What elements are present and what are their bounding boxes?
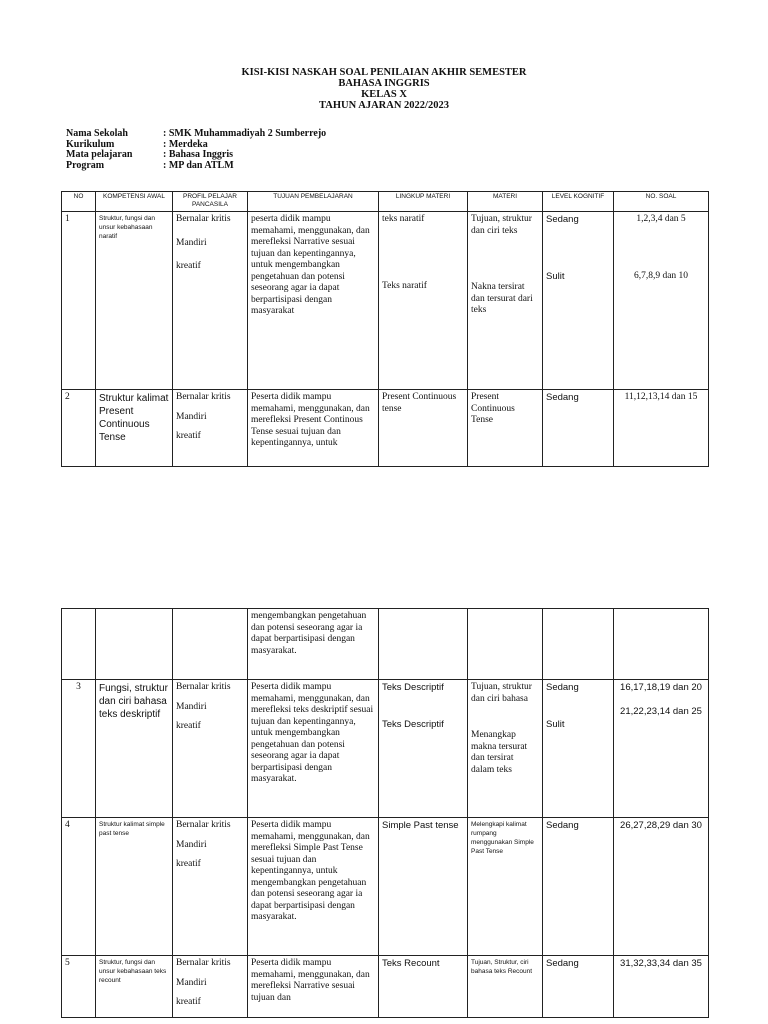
materi-text: Present Continuous Tense: [471, 392, 515, 425]
profil-item: Bernalar kritis: [176, 820, 231, 830]
cell-no: [62, 956, 96, 1018]
cell-profil: [173, 680, 248, 818]
doc-class: KELAS X: [361, 89, 407, 100]
profil-item: Mandiri: [176, 411, 207, 422]
nosoal-text: 6,7,8,9 dan 10: [633, 270, 689, 281]
lingkup-text: Present Continuous tense: [382, 392, 457, 414]
cell-level: [543, 818, 614, 956]
profil-item: Mandiri: [176, 839, 207, 850]
cell-nosoal: [614, 680, 709, 818]
meta-row-subject: [66, 150, 326, 161]
cell-kompetensi: [96, 212, 173, 390]
materi-text: Nakna tersirat dan tersurat dari teks: [471, 282, 533, 315]
lingkup-text: Teks Descriptif: [382, 718, 444, 730]
cell-nosoal: [614, 390, 709, 467]
tujuan-text: Peserta didik mampu memahami, menggunakan, dan merefleksi Simple Past Tense sesuai tujuan dan kepentingannya, untuk mengembangkan pengetahuan dan potensi seseorang agar ia dapat berpartisipasi dengan masyarakat.: [251, 820, 370, 922]
col-header-profil: PROFIL PELAJAR PANCASILA: [173, 192, 248, 212]
meta-block: [66, 129, 326, 171]
level-text: Sedang: [546, 214, 579, 225]
profil-item: Bernalar kritis: [176, 214, 231, 224]
cell-kompetensi: [96, 609, 173, 680]
tujuan-text: Peserta didik mampu memahami, menggunakan, dan merefleksi teks deskriptif sesuai tujuan dan kepentingannya, untuk mengembangkan pengetahuan dan potensi seseorang agar ia dapat berpartisipasi dengan masyarakat.: [251, 682, 374, 784]
col-header-nosoal: NO. SOAL: [614, 192, 709, 212]
col-header-level: LEVEL KOGNITIF: [543, 192, 614, 212]
nosoal-text: 31,32,33,34 dan 35: [620, 958, 702, 969]
meta-label: Kurikulum: [66, 138, 115, 150]
cell-level: [543, 609, 614, 680]
meta-row-school: [66, 129, 326, 140]
profil-item: Mandiri: [176, 977, 207, 988]
table-row: [62, 680, 709, 818]
meta-label: Nama Sekolah: [66, 128, 128, 139]
cell-tujuan: [248, 390, 379, 467]
level-text: Sulit: [546, 270, 565, 282]
lingkup-text: Teks Recount: [382, 958, 440, 969]
profil-item: kreatif: [176, 431, 201, 441]
cell-nosoal: [614, 609, 709, 680]
kisi-table-page1: [61, 191, 709, 467]
level-text: Sulit: [546, 718, 565, 730]
col-header-no: NO: [62, 192, 96, 212]
cell-lingkup: [379, 212, 468, 390]
cell-no: [62, 680, 96, 818]
cell-level: [543, 680, 614, 818]
level-text: Sedang: [546, 958, 579, 969]
kompetensi-text: Struktur kalimat simple past tense: [99, 821, 165, 837]
row-number: 4: [65, 820, 70, 830]
profil-item: Mandiri: [176, 701, 207, 712]
cell-tujuan: [248, 956, 379, 1018]
col-header-tujuan: TUJUAN PEMBELAJARAN: [248, 192, 379, 212]
materi-text: Tujuan, Struktur, ciri bahasa teks Recount: [471, 959, 533, 975]
profil-item: kreatif: [176, 721, 201, 731]
materi-text: Tujuan, struktur dan ciri teks: [471, 214, 532, 236]
col-header-materi: MATERI: [468, 192, 543, 212]
cell-materi: [468, 818, 543, 956]
profil-item: kreatif: [176, 859, 201, 869]
cell-profil: [173, 609, 248, 680]
nosoal-text: 26,27,28,29 dan 30: [620, 820, 702, 831]
meta-value: : Bahasa Inggris: [163, 149, 234, 160]
cell-tujuan: [248, 212, 379, 390]
doc-subject: BAHASA INGGRIS: [338, 78, 430, 89]
nosoal-text: 1,2,3,4 dan 5: [636, 214, 686, 224]
lingkup-text: Teks Descriptif: [382, 682, 444, 693]
meta-value: : MP dan ATLM: [163, 159, 234, 171]
table-row: [62, 818, 709, 956]
table-row: [62, 390, 709, 467]
cell-nosoal: [614, 212, 709, 390]
cell-tujuan: [248, 818, 379, 956]
cell-kompetensi: [96, 680, 173, 818]
meta-value: : Merdeka: [163, 138, 208, 150]
cell-tujuan: [248, 609, 379, 680]
cell-lingkup: [379, 818, 468, 956]
materi-text: Melengkapi kalimat rumpang menggunakan Simple Past Tense: [471, 821, 534, 855]
nosoal-text: 11,12,13,14 dan 15: [624, 392, 698, 402]
doc-title: KISI-KISI NASKAH SOAL PENILAIAN AKHIR SEMESTER: [241, 67, 527, 78]
cell-profil: [173, 212, 248, 390]
cell-lingkup: [379, 680, 468, 818]
row-number: 5: [65, 958, 70, 968]
cell-profil: [173, 956, 248, 1018]
level-text: Sedang: [546, 392, 579, 403]
meta-label: Mata pelajaran: [66, 149, 133, 160]
row-number: 3: [76, 682, 81, 692]
table-row: [62, 212, 709, 390]
col-header-lingkup: LINGKUP MATERI: [379, 192, 468, 212]
cell-profil: [173, 818, 248, 956]
kompetensi-text: Fungsi, struktur dan ciri bahasa teks deskriptif: [99, 683, 168, 720]
profil-item: Mandiri: [176, 237, 207, 248]
kompetensi-text: Struktur, fungsi dan unsur kebahasaan naratif: [99, 215, 156, 240]
cell-materi: [468, 680, 543, 818]
cell-no: [62, 390, 96, 467]
lingkup-text: Simple Past tense: [382, 820, 459, 831]
tujuan-text: Peserta didik mampu memahami, menggunakan, dan merefleksi Narrative sesuai tujuan dan: [251, 958, 370, 1003]
nosoal-text: 16,17,18,19 dan 20: [620, 682, 702, 693]
cell-no: [62, 609, 96, 680]
tujuan-text: Peserta didik mampu memahami, menggunakan, dan merefleksi Present Continous Tense sesuai tujuan dan kepentingannya, untuk: [251, 392, 370, 448]
doc-year: TAHUN AJARAN 2022/2023: [319, 100, 449, 111]
profil-item: Bernalar kritis: [176, 682, 231, 692]
lingkup-text: teks naratif: [382, 214, 425, 224]
cell-kompetensi: [96, 818, 173, 956]
cell-level: [543, 390, 614, 467]
cell-materi: [468, 609, 543, 680]
meta-label: Program: [66, 159, 105, 171]
profil-item: kreatif: [176, 261, 201, 271]
col-header-kompetensi: KOMPETENSI AWAL: [96, 192, 173, 212]
level-text: Sedang: [546, 682, 579, 693]
row-number: 1: [65, 214, 70, 224]
cell-level: [543, 956, 614, 1018]
lingkup-text: Teks naratif: [382, 280, 427, 291]
cell-no: [62, 818, 96, 956]
nosoal-text: 21,22,23,14 dan 25: [620, 705, 702, 717]
cell-kompetensi: [96, 390, 173, 467]
cell-materi: [468, 956, 543, 1018]
meta-value: : SMK Muhammadiyah 2 Sumberrejo: [163, 128, 327, 139]
table-row-continued: [62, 609, 709, 680]
cell-lingkup: [379, 390, 468, 467]
cell-no: [62, 212, 96, 390]
profil-item: Bernalar kritis: [176, 392, 231, 402]
kisi-table-page2: [61, 608, 709, 1018]
cell-nosoal: [614, 956, 709, 1018]
kompetensi-text: Struktur, fungsi dan unsur kebahasaan teks recount: [99, 959, 167, 984]
kompetensi-text: Struktur kalimat Present Continuous Tense: [99, 393, 169, 443]
row-number: 2: [65, 392, 70, 402]
cell-lingkup: [379, 956, 468, 1018]
cell-profil: [173, 390, 248, 467]
level-text: Sedang: [546, 820, 579, 831]
table-header-row: [62, 192, 709, 212]
tujuan-text: mengembangkan pengetahuan dan potensi seseorang agar ia dapat berpartisipasi dengan masyarakat.: [251, 611, 367, 656]
cell-lingkup: [379, 609, 468, 680]
materi-text: Tujuan, struktur dan ciri bahasa: [471, 682, 532, 704]
cell-nosoal: [614, 818, 709, 956]
cell-kompetensi: [96, 956, 173, 1018]
table-row: [62, 956, 709, 1018]
profil-item: kreatif: [176, 997, 201, 1007]
cell-tujuan: [248, 680, 379, 818]
cell-materi: [468, 390, 543, 467]
meta-row-program: [66, 161, 326, 172]
profil-item: Bernalar kritis: [176, 958, 231, 968]
materi-text: Menangkap makna tersurat dan tersirat dalam teks: [471, 730, 528, 775]
cell-level: [543, 212, 614, 390]
tujuan-text: peserta didik mampu memahami, menggunakan, dan merefleksi Narrative sesuai tujuan dan kepentingannya, untuk mengembangkan pengetahuan dan potensi seseorang agar ia dapat berpartisipasi dengan masyarakat: [251, 214, 370, 316]
cell-materi: [468, 212, 543, 390]
